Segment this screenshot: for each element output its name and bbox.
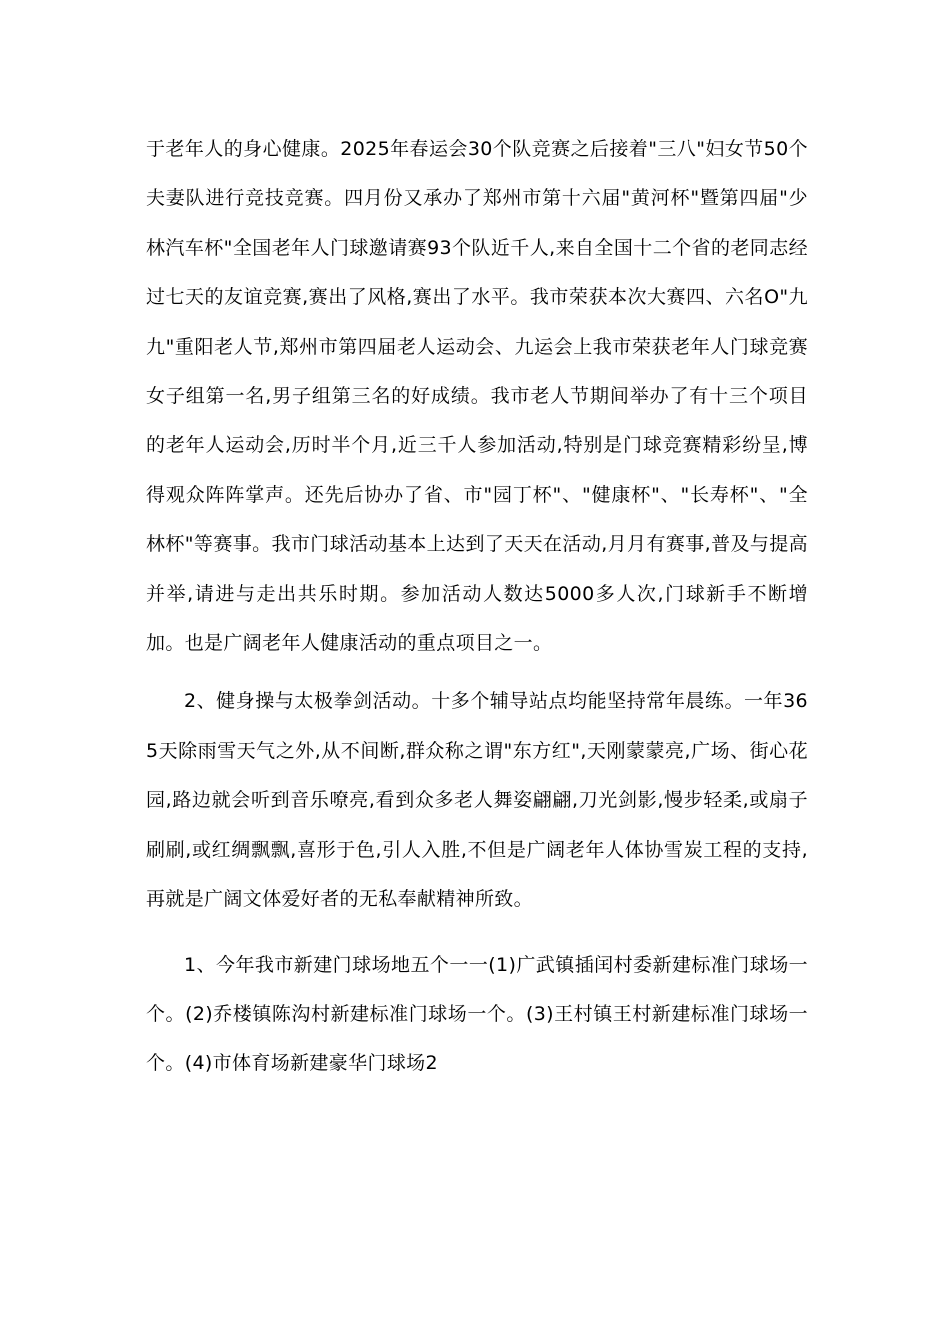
document-body — [146, 125, 808, 1089]
paragraph-new-courts: 1、今年我市新建门球场地五个一一(1)广武镇插闰村委新建标准门球场一个。(2)乔楼镇陈沟村新建标准门球场一个。(3)王村镇王村新建标准门球场一个。(4)市体育场新建豪华门球场2 — [146, 953, 808, 1075]
paragraph-gateball-events: 于老年人的身心健康。2025年春运会30个队竞赛之后接着"三八"妇女节50个夫妻队进行竞技竞赛。四月份又承办了郑州市第十六届"黄河杯"暨第四届"少林汽车杯"全国老年人门球邀请赛93个队近千人,来自全国十二个省的老同志经过七天的友谊竞赛,赛出了风格,赛出了水平。我市荣获本次大赛四、六名O"九九"重阳老人节,郑州市第四届老人运动会、九运会上我市荣获老年人门球竞赛女子组第一名,男子组第三名的好成绩。我市老人节期间举办了有十三个项目的老年人运动会,历时半个月,近三千人参加活动,特别是门球竞赛精彩纷呈,博得观众阵阵掌声。还先后协办了省、市"园丁杯"、"健康杯"、"长寿杯"、"全林杯"等赛事。我市门球活动基本上达到了天天在活动,月月有赛事,普及与提高并举,请进与走出共乐时期。参加活动人数达5000多人次,门球新手不断增加。也是广阔老年人健康活动的重点项目之一。 — [146, 138, 808, 655]
paragraph-fitness-taichi: 2、健身操与太极拳剑活动。十多个辅导站点均能坚持常年晨练。一年365天除雨雪天气之外,从不间断,群众称之谓"东方红",天刚蒙蒙亮,广场、街心花园,路边就会听到音乐嘹亮,看到众多老人舞姿翩翩,刀光剑影,慢步轻柔,或扇子刷刷,或红绸飘飘,喜形于色,引人入胜,不但是广阔老年人体协雪炭工程的支持,再就是广阔文体爱好者的无私奉献精神所致。 — [146, 690, 808, 911]
